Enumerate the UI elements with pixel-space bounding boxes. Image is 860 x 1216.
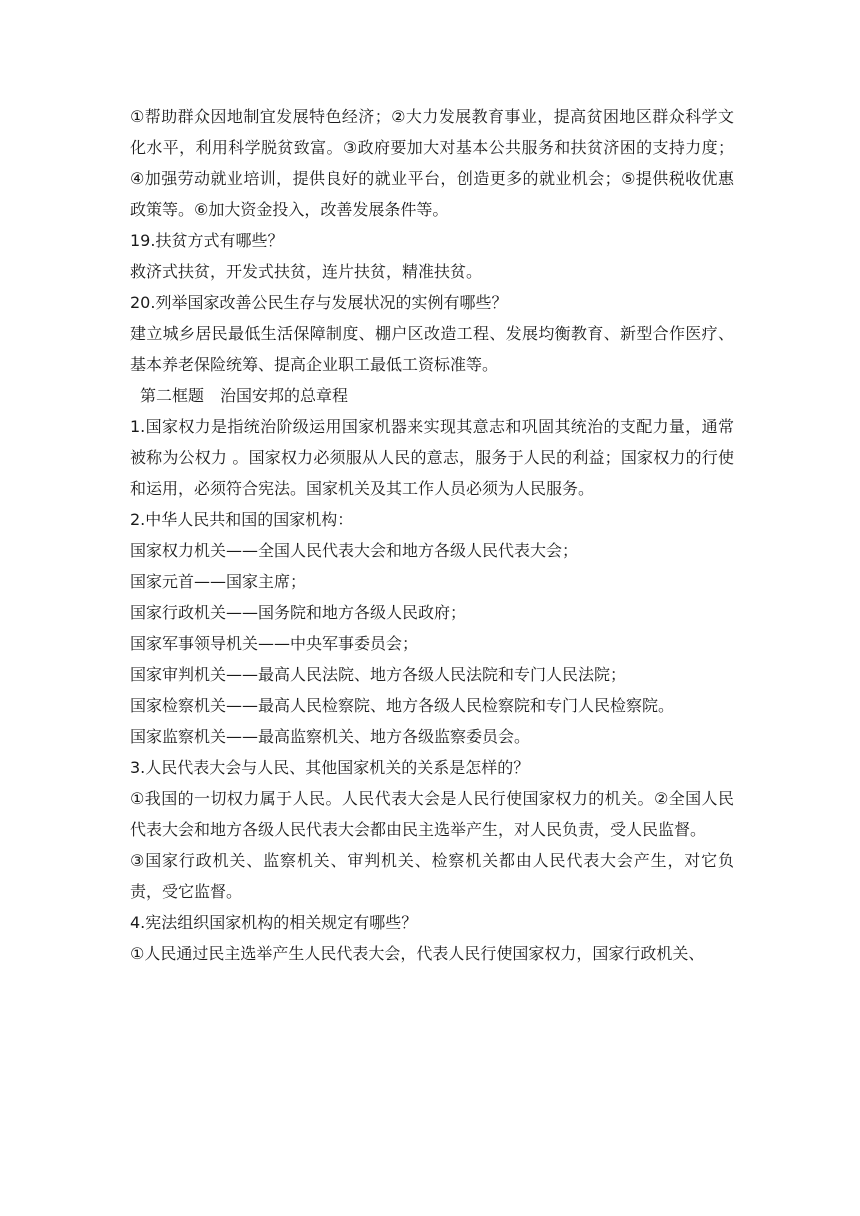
question-19-heading: 19.扶贫方式有哪些？ xyxy=(130,231,284,250)
organ-administrative: 国家行政机关——国务院和地方各级人民政府； xyxy=(130,603,467,622)
answer-3-part-2: ③国家行政机关、监察机关、审判机关、检察机关都由人民代表大会产生，对它负责，受它监督。 xyxy=(130,851,734,901)
point-2-heading: 2.中华人民共和国的国家机构： xyxy=(130,510,354,529)
organ-procuratorial: 国家检察机关——最高人民检察院、地方各级人民检察院和专门人民检察院。 xyxy=(130,696,675,715)
answer-3-part-1: ①我国的一切权力属于人民。人民代表大会是人民行使国家权力的机关。②全国人民代表大会和地方各级人民代表大会都由民主选举产生，对人民负责，受人民监督。 xyxy=(130,789,734,839)
answer-19: 救济式扶贫，开发式扶贫，连片扶贫，精准扶贫。 xyxy=(130,262,483,281)
organ-supervisory: 国家监察机关——最高监察机关、地方各级监察委员会。 xyxy=(130,727,531,746)
question-4-heading: 4.宪法组织国家机构的相关规定有哪些？ xyxy=(130,913,418,932)
organ-head-of-state: 国家元首——国家主席； xyxy=(130,572,307,591)
organ-power: 国家权力机关——全国人民代表大会和地方各级人民代表大会； xyxy=(130,541,579,560)
answer-20: 建立城乡居民最低生活保障制度、棚户区改造工程、发展均衡教育、新型合作医疗、基本养老保险统筹、提高企业职工最低工资标准等。 xyxy=(130,324,734,374)
question-20-heading: 20.列举国家改善公民生存与发展状况的实例有哪些？ xyxy=(130,293,508,312)
paragraph-poverty-measures: ①帮助群众因地制宜发展特色经济；②大力发展教育事业，提高贫困地区群众科学文化水平，利用科学脱贫致富。③政府要加大对基本公共服务和扶贫济困的支持力度；④加强劳动就业培训，提供良好的就业平台，创造更多的就业机会；⑤提供税收优惠政策等。⑥加大资金投入，改善发展条件等。 xyxy=(130,107,734,219)
document-body xyxy=(130,101,734,969)
point-1-state-power: 1.国家权力是指统治阶级运用国家机器来实现其意志和巩固其统治的支配力量，通常被称为公权力 。国家权力必须服从人民的意志，服务于人民的利益；国家权力的行使和运用，必须符合宪法。国家机关及其工作人员必须为人民服务。 xyxy=(130,417,734,498)
organ-judicial: 国家审判机关——最高人民法院、地方各级人民法院和专门人民法院； xyxy=(130,665,627,684)
question-3-heading: 3.人民代表大会与人民、其他国家机关的关系是怎样的？ xyxy=(130,758,530,777)
organ-military: 国家军事领导机关——中央军事委员会； xyxy=(130,634,419,653)
section-heading: 第二框题 治国安邦的总章程 xyxy=(140,386,349,405)
answer-4-start: ①人民通过民主选举产生人民代表大会，代表人民行使国家权力，国家行政机关、 xyxy=(130,944,705,963)
